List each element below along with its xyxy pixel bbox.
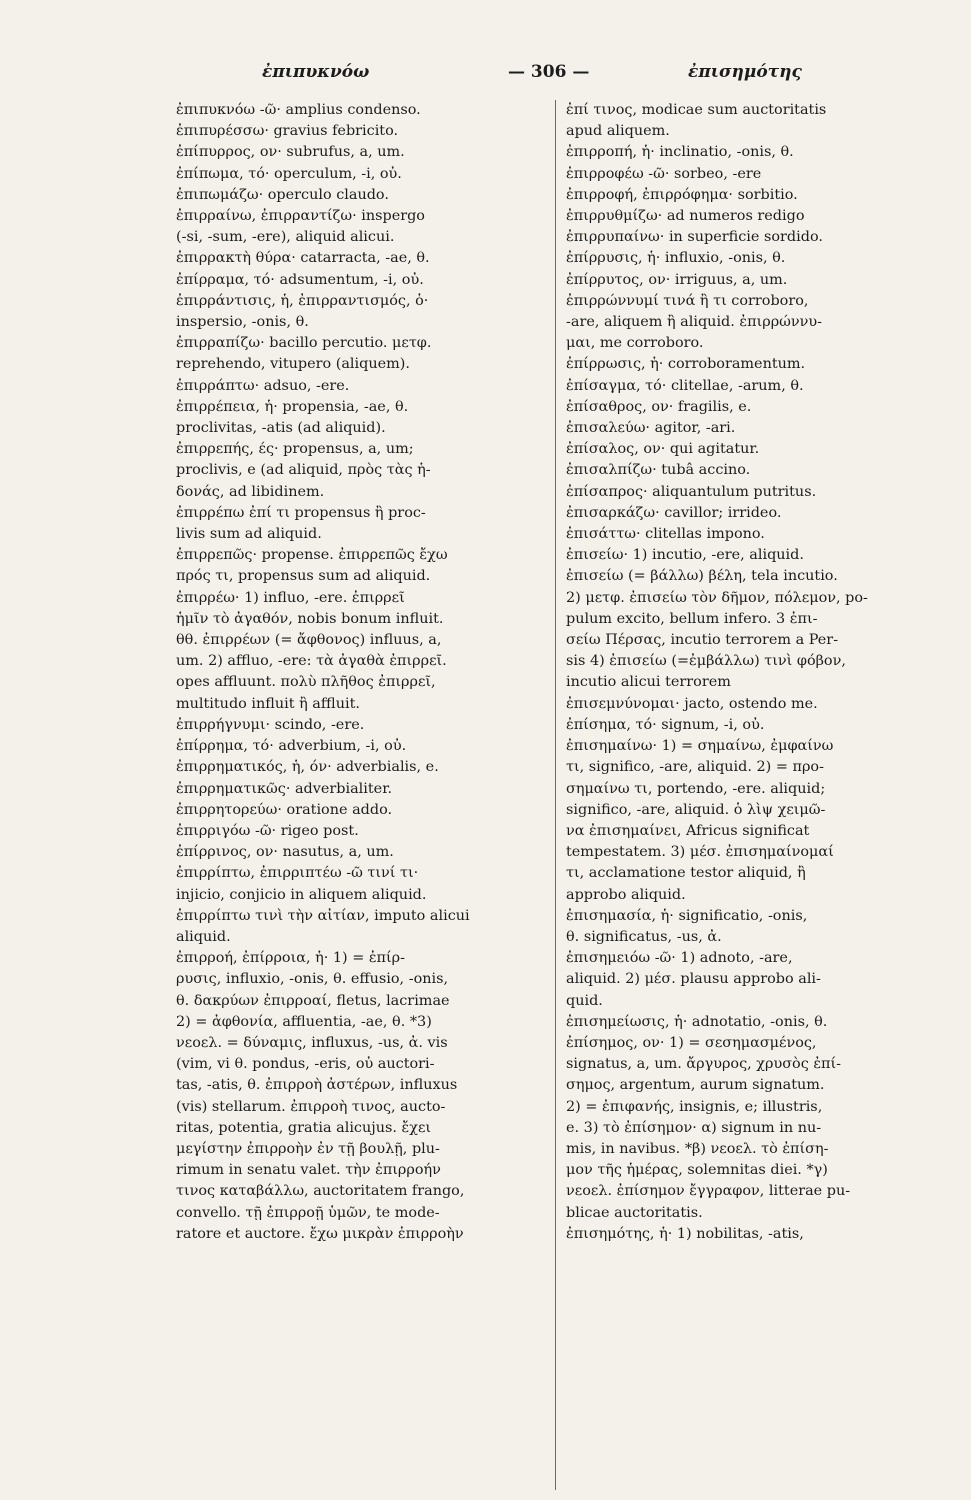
entry-line: ἐπισημειόω -ῶ· 1) adnoto, -are, xyxy=(566,950,793,967)
entry-line: νεοελ. = δύναμις, influxus, -us, ἀ. vis xyxy=(176,1034,448,1051)
entry-line: signatus, a, um. ἄργυρος, χρυσὸς ἐπί- xyxy=(566,1056,842,1073)
entry-line: 2) μετφ. ἐπισείω τὸν δῆμον, πόλεμον, po- xyxy=(566,589,868,606)
entry-line: rimum in senatu valet. τὴν ἐπιρροήν xyxy=(176,1162,441,1179)
entry-line: ἐπιρρεπῶς· propense. ἐπιρρεπῶς ἔχω xyxy=(176,547,448,564)
entry-line: ἐπίσαλος, ον· qui agitatur. xyxy=(566,441,760,458)
entry-line: proclivis, e (ad aliquid, πρὸς τὰς ἡ- xyxy=(176,462,431,479)
entry-line: σημαίνω τι, portendo, -ere. aliquid; xyxy=(566,780,826,797)
entry-line: approbo aliquid. xyxy=(566,886,686,903)
entry-line: ἐπιρροφέω -ῶ· sorbeo, -ere xyxy=(566,165,762,182)
entry-line: ἐπίρρυσις, ἡ· influxio, -onis, θ. xyxy=(566,250,786,267)
entry-line: 2) = ἐπιφανής, insignis, e; illustris, xyxy=(566,1098,823,1115)
page-number: — 306 — xyxy=(508,62,590,82)
entry-line: ἐπιρρίπτω, ἐπιρριπτέω -ῶ τινί τι· xyxy=(176,865,419,882)
entry-line: quid. xyxy=(566,992,603,1009)
entry-line: θ. significatus, -us, ἀ. xyxy=(566,928,722,945)
entry-line: inspersio, -onis, θ. xyxy=(176,314,309,331)
entry-line: ἐπισημείωσις, ἡ· adnotatio, -onis, θ. xyxy=(566,1013,828,1030)
entry-line: μαι, me corroboro. xyxy=(566,335,704,352)
entry-line: τι, acclamatione testor aliquid, ἢ xyxy=(566,865,806,882)
entry-line: ἐπιρρυπαίνω· in superficie sordido. xyxy=(566,229,823,246)
entry-line: ἐπισημαίνω· 1) = σημαίνω, ἐμφαίνω xyxy=(566,738,834,755)
entry-line: aliquid. xyxy=(176,928,231,945)
entry-line: ἐπί τινος, modicae sum auctoritatis xyxy=(566,102,827,118)
entry-line: ἐπίσημος, ον· 1) = σεσημασμένος, xyxy=(566,1034,817,1051)
entry-line: mis, in navibus. *β) νεοελ. τὸ ἐπίση- xyxy=(566,1140,829,1157)
entry-line: ἐπιρρηματικῶς· adverbialiter. xyxy=(176,780,393,797)
entry-line: νεοελ. ἐπίσημον ἔγγραφον, litterae pu- xyxy=(566,1183,851,1200)
entry-line: ἐπισεμνύνομαι· jacto, ostendo me. xyxy=(566,695,818,712)
entry-line: blicae auctoritatis. xyxy=(566,1204,703,1221)
entry-line: ἐπιρρυθμίζω· ad numeros redigo xyxy=(566,208,805,225)
entry-line: ἐπισείω (= βάλλω) βέλη, tela incutio. xyxy=(566,568,838,585)
entry-line: (vis) stellarum. ἐπιρροὴ τινος, aucto- xyxy=(176,1098,446,1115)
entry-line: ἐπίρρωσις, ἡ· corroboramentum. xyxy=(566,356,806,373)
entry-line: ἐπισείω· 1) incutio, -ere, aliquid. xyxy=(566,547,804,564)
entry-line: tempestatem. 3) μέσ. ἐπισημαίνομαί xyxy=(566,844,834,861)
entry-line: ἐπιπωμάζω· operculo claudo. xyxy=(176,186,389,203)
entry-line: apud aliquem. xyxy=(566,123,670,140)
entry-line: e. 3) τὸ ἐπίσημον· α) signum in nu- xyxy=(566,1119,822,1136)
entry-line: τινος καταβάλλω, auctoritatem frango, xyxy=(176,1183,465,1200)
entry-line: ρυσις, influxio, -onis, θ. effusio, -onis, xyxy=(176,971,449,988)
right-column xyxy=(566,100,964,1490)
entry-line: να ἐπισημαίνει, Africus significat xyxy=(566,822,810,839)
entry-line: δονάς, ad libidinem. xyxy=(176,483,325,500)
entry-line: ἐπιρριγόω -ῶ· rigeo post. xyxy=(176,822,359,839)
entry-line: pulum excito, bellum infero. 3 ἐπι- xyxy=(566,610,818,627)
entry-line: ἐπισάττω· clitellas impono. xyxy=(566,526,765,543)
entry-line: ritas, potentia, gratia alicujus. ἔχει xyxy=(176,1119,432,1136)
entry-line: ἡμῖν τὸ ἀγαθόν, nobis bonum influit. xyxy=(176,610,444,627)
entry-line: um. 2) affluo, -ere: τὰ ἀγαθὰ ἐπιρρεῖ. xyxy=(176,653,447,670)
entry-line: ἐπίπωμα, τό· operculum, -i, οὐ. xyxy=(176,165,402,182)
entry-line: πρός τι, propensus sum ad aliquid. xyxy=(176,568,431,585)
entry-line: convello. τῇ ἐπιρροῇ ὑμῶν, te mode- xyxy=(176,1204,440,1221)
entry-line: reprehendo, vitupero (aliquem). xyxy=(176,356,410,373)
entry-line: ἐπίρρημα, τό· adverbium, -i, οὐ. xyxy=(176,738,407,755)
entry-line: ἐπίσαγμα, τό· clitellae, -arum, θ. xyxy=(566,377,804,394)
entry-line: ἐπίσαθρος, ον· fragilis, e. xyxy=(566,398,752,415)
entry-line: ratore et auctore. ἔχω μικρὰν ἐπιρροὴν xyxy=(176,1225,464,1242)
entry-line: ἐπισαλπίζω· tubâ accino. xyxy=(566,462,751,479)
entry-line: ἐπίρραμα, τό· adsumentum, -i, οὐ. xyxy=(176,271,424,288)
entry-line: ἐπιρρηματικός, ἡ, όν· adverbialis, e. xyxy=(176,759,439,776)
entry-line: significo, -are, aliquid. ὁ λὶψ χειμῶ- xyxy=(566,801,826,818)
entry-line: ἐπισημότης, ἡ· 1) nobilitas, -atis, xyxy=(566,1225,804,1242)
entry-line: ἐπιρρεπής, ές· propensus, a, um; xyxy=(176,441,414,458)
entry-line: ἐπιρροή, ἐπίρροια, ἡ· 1) = ἐπίρ- xyxy=(176,950,405,967)
entry-line: ἐπιρράντισις, ἡ, ἐπιρραντισμός, ὁ· xyxy=(176,292,429,309)
entry-line: ἐπίπυρρος, ον· subrufus, a, um. xyxy=(176,144,405,161)
entry-line: ἐπιρρήγνυμι· scindo, -ere. xyxy=(176,716,365,733)
entry-line: ἐπιρρητορεύω· oratione addo. xyxy=(176,801,393,818)
entry-line: ἐπιρρώννυμί τινά ἢ τι corroboro, xyxy=(566,292,809,309)
entry-line: σείω Πέρσας, incutio terrorem a Per- xyxy=(566,632,839,649)
entry-line: tas, -atis, θ. ἐπιρροὴ ἀστέρων, influxus xyxy=(176,1077,458,1094)
left-column xyxy=(176,100,546,1490)
entry-line: ἐπιρροπή, ἡ· inclinatio, -onis, θ. xyxy=(566,144,794,161)
entry-line: ἐπιρροφή, ἐπιρρόφημα· sorbitio. xyxy=(566,186,798,203)
entry-line: ἐπιρραίνω, ἐπιρραντίζω· inspergo xyxy=(176,208,425,225)
entry-line: μον τῆς ἡμέρας, solemnitas diei. *γ) xyxy=(566,1162,828,1179)
entry-line: aliquid. 2) μέσ. plausu approbo ali- xyxy=(566,971,821,988)
entry-line: ἐπιπυκνόω -ῶ· amplius condenso. xyxy=(176,102,421,118)
entry-line: -are, aliquem ἢ aliquid. ἐπιρρώννυ- xyxy=(566,314,822,331)
entry-line: (-si, -sum, -ere), aliquid alicui. xyxy=(176,229,395,246)
entry-line: ἐπιπυρέσσω· gravius febricito. xyxy=(176,123,399,140)
entry-line: opes affluunt. πολὺ πλῆθος ἐπιρρεῖ, xyxy=(176,674,436,691)
entry-line: ἐπιρρέπω ἐπί τι propensus ἢ proc- xyxy=(176,504,426,521)
column-divider xyxy=(555,100,556,1490)
entry-line: proclivitas, -atis (ad aliquid). xyxy=(176,420,386,437)
page-header xyxy=(0,62,971,92)
header-guide-word-left: ἐπιπυκνόω xyxy=(262,62,370,82)
header-guide-word-right: ἐπισημότης xyxy=(688,62,802,82)
entry-line: 2) = ἀφθονία, affluentia, -ae, θ. *3) xyxy=(176,1013,432,1030)
entry-line: ἐπιρρέπεια, ἡ· propensia, -ae, θ. xyxy=(176,398,409,415)
entry-line: τι, significo, -are, aliquid. 2) = προ- xyxy=(566,759,824,776)
entry-line: θ. δακρύων ἐπιρροαί, fletus, lacrimae xyxy=(176,992,450,1009)
entry-line: (vim, vi θ. pondus, -eris, οὐ auctori- xyxy=(176,1056,435,1073)
entry-line: ἐπιρρίπτω τινὶ τὴν αἰτίαν, imputo alicui xyxy=(176,907,470,924)
entry-line: ἐπίρρινος, ον· nasutus, a, um. xyxy=(176,844,394,861)
entry-line: multitudo influit ἢ affluit. xyxy=(176,695,360,712)
entry-line: ἐπισαλεύω· agitor, -ari. xyxy=(566,420,736,437)
entry-line: ἐπιρρέω· 1) influo, -ere. ἐπιρρεῖ xyxy=(176,589,405,606)
entry-line: ἐπίσημα, τό· signum, -i, οὐ. xyxy=(566,716,765,733)
entry-line: ἐπίρρυτος, ον· irriguus, a, um. xyxy=(566,271,788,288)
entry-line: σημος, argentum, aurum signatum. xyxy=(566,1077,825,1094)
entry-line: livis sum ad aliquid. xyxy=(176,526,322,543)
entry-line: ἐπιρράπτω· adsuo, -ere. xyxy=(176,377,350,394)
entry-line: μεγίστην ἐπιρροὴν ἐν τῇ βουλῇ, plu- xyxy=(176,1140,440,1157)
entry-line: sis 4) ἐπισείω (=ἐμβάλλω) τινὶ φόβον, xyxy=(566,653,846,670)
entry-line: ἐπισημασία, ἡ· significatio, -onis, xyxy=(566,907,808,924)
entry-line: ἐπιρραπίζω· bacillo percutio. μετφ. xyxy=(176,335,432,352)
entry-line: ἐπισαρκάζω· cavillor; irrideo. xyxy=(566,504,782,521)
entry-line: incutio alicui terrorem xyxy=(566,674,731,691)
entry-line: θθ. ἐπιρρέων (= ἄφθονος) influus, a, xyxy=(176,632,442,649)
entry-line: ἐπίσαπρος· aliquantulum putritus. xyxy=(566,483,817,500)
entry-line: ἐπιρρακτὴ θύρα· catarracta, -ae, θ. xyxy=(176,250,430,267)
entry-line: injicio, conjicio in aliquem aliquid. xyxy=(176,886,427,903)
